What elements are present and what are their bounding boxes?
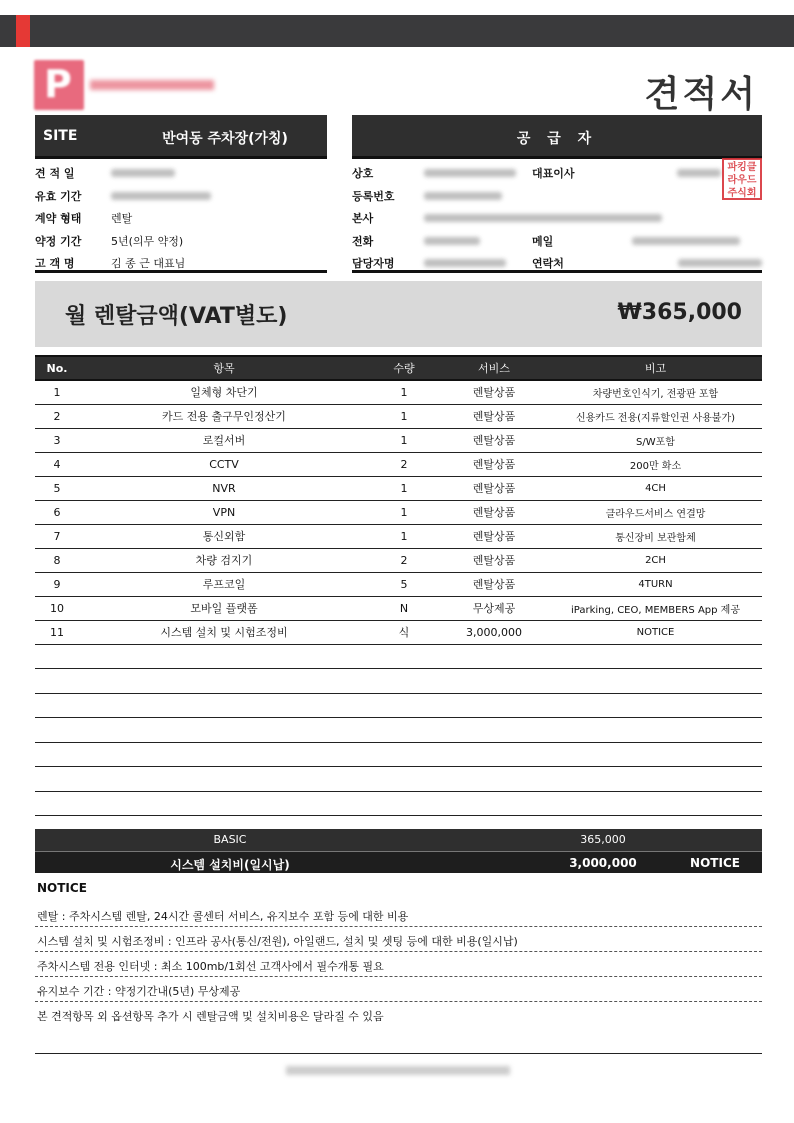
- site-value: 반여동 주차장(가칭): [162, 131, 288, 147]
- supplier-info: [352, 162, 762, 275]
- info-label: 본사: [352, 212, 374, 226]
- cell-note: iParking, CEO, MEMBERS App 제공: [549, 596, 762, 620]
- empty-table-row: [35, 767, 762, 792]
- table-header-row: [35, 356, 762, 380]
- empty-cell: [35, 718, 762, 743]
- cell-no: 10: [35, 596, 79, 620]
- footer-copyright: [286, 1066, 510, 1075]
- cell-qty: 2: [369, 548, 439, 572]
- table-row: [35, 452, 762, 476]
- cell-item: NVR: [79, 476, 369, 500]
- logo-letter: P: [44, 62, 72, 106]
- cell-no: 5: [35, 476, 79, 500]
- cell-no: 4: [35, 452, 79, 476]
- cell-item: 차량 검지기: [79, 548, 369, 572]
- cell-item: 루프코일: [79, 572, 369, 596]
- top-bar-accent: [16, 15, 30, 47]
- notice-list: [35, 902, 762, 1027]
- cell-service: 렌탈상품: [439, 500, 549, 524]
- empty-table-row: [35, 669, 762, 694]
- redacted-value: [111, 169, 175, 177]
- cell-service: 렌탈상품: [439, 452, 549, 476]
- summary-row-install: [35, 851, 762, 873]
- info-label: 상호: [352, 167, 374, 181]
- cell-qty: 식: [369, 620, 439, 644]
- empty-table-row: [35, 791, 762, 816]
- cell-no: 8: [35, 548, 79, 572]
- cell-note: 클라우드서비스 연결망: [549, 500, 762, 524]
- site-header: [35, 115, 327, 159]
- cell-item: 카드 전용 출구무인정산기: [79, 404, 369, 428]
- notice-item: 주차시스템 전용 인터넷 : 최소 100mb/1회선 고객사에서 필수개통 필요: [35, 952, 762, 977]
- cell-service: 렌탈상품: [439, 380, 549, 404]
- cell-note: S/W포함: [549, 428, 762, 452]
- info-label-2: 대표이사: [532, 167, 575, 181]
- cell-item: 모바일 플랫폼: [79, 596, 369, 620]
- table-row: [35, 620, 762, 644]
- info-label: 계약 형태: [35, 212, 82, 226]
- summary-install-label: 시스템 설치비(일시납): [170, 858, 290, 872]
- col-header-note: 비고: [549, 356, 762, 380]
- redacted-value: [677, 169, 721, 177]
- supplier-label: 공 급 자: [516, 131, 598, 147]
- info-row-company: [352, 162, 762, 185]
- empty-table-row: [35, 742, 762, 767]
- summary-basic-amount: 365,000: [580, 833, 626, 846]
- info-row-reg-number: [352, 185, 762, 208]
- info-row-head-office: [352, 207, 762, 230]
- col-header-no: No.: [35, 356, 79, 380]
- company-logo: [34, 60, 214, 110]
- cell-service: 렌탈상품: [439, 404, 549, 428]
- supplier-header: [352, 115, 762, 159]
- cell-qty: 1: [369, 524, 439, 548]
- cell-no: 6: [35, 500, 79, 524]
- company-seal-stamp: 파킹클 라우드 주식회: [722, 158, 762, 200]
- redacted-value: [111, 192, 211, 200]
- cell-item: 로컬서버: [79, 428, 369, 452]
- col-header-service: 서비스: [439, 356, 549, 380]
- document-title: 견적서: [644, 74, 758, 115]
- cell-note: 신용카드 전용(지류할인권 사용불가): [549, 404, 762, 428]
- summary-install-amount: 3,000,000: [569, 856, 637, 870]
- info-label-2: 메일: [532, 234, 554, 248]
- info-row-contract-type: [35, 207, 327, 230]
- notice-item: 본 견적항목 외 옵션항목 추가 시 렌탈금액 및 설치비용은 달라질 수 있음: [37, 1010, 384, 1023]
- cell-note: 200만 화소: [549, 452, 762, 476]
- redacted-value: [424, 214, 662, 222]
- redacted-value: [424, 259, 506, 267]
- cell-no: 7: [35, 524, 79, 548]
- empty-table-row: [35, 718, 762, 743]
- empty-table-row: [35, 693, 762, 718]
- empty-cell: [35, 693, 762, 718]
- table-row: [35, 380, 762, 404]
- site-label: SITE: [43, 128, 78, 144]
- cell-qty: 5: [369, 572, 439, 596]
- top-bar: [0, 15, 794, 47]
- cell-note: 통신장비 보관함체: [549, 524, 762, 548]
- redacted-value: [424, 192, 502, 200]
- monthly-price-label: 월 렌탈금액(VAT별도): [65, 304, 288, 329]
- client-info: [35, 162, 327, 275]
- table-row: [35, 404, 762, 428]
- cell-no: 1: [35, 380, 79, 404]
- cell-service: 무상제공: [439, 596, 549, 620]
- empty-table-row: [35, 644, 762, 669]
- cell-item: VPN: [79, 500, 369, 524]
- cell-qty: 1: [369, 428, 439, 452]
- cell-note: NOTICE: [549, 620, 762, 644]
- empty-cell: [35, 742, 762, 767]
- table-row: [35, 428, 762, 452]
- redacted-value: [678, 259, 762, 267]
- cell-service: 3,000,000: [439, 620, 549, 644]
- redacted-value: [632, 237, 740, 245]
- redacted-value: [424, 237, 480, 245]
- monthly-price-band: [35, 281, 762, 347]
- info-label: 등록번호: [352, 189, 395, 203]
- info-label: 유효 기간: [35, 189, 82, 203]
- table-row: [35, 500, 762, 524]
- empty-cell: [35, 791, 762, 816]
- cell-item: 통신외함: [79, 524, 369, 548]
- info-row-quote-date: [35, 162, 327, 185]
- cell-no: 3: [35, 428, 79, 452]
- info-label: 담당자명: [352, 257, 395, 271]
- cell-no: 2: [35, 404, 79, 428]
- monthly-price-amount: ₩365,000: [617, 300, 742, 325]
- summary-install-note: NOTICE: [690, 856, 740, 870]
- notice-item: 시스템 설치 및 시험조정비 : 인프라 공사(통신/전원), 아일랜드, 설치 및 셋팅 등에 대한 비용(일시납): [35, 927, 762, 952]
- info-value: 5년(의무 약정): [111, 234, 184, 248]
- cell-item: 시스템 설치 및 시험조정비: [79, 620, 369, 644]
- info-label: 고 객 명: [35, 257, 75, 271]
- col-header-item: 항목: [79, 356, 369, 380]
- cell-item: CCTV: [79, 452, 369, 476]
- info-row-contract-period: [35, 230, 327, 253]
- logo-wordmark: [90, 80, 214, 90]
- summary-table: [35, 829, 762, 873]
- cell-qty: 1: [369, 500, 439, 524]
- cell-qty: 2: [369, 452, 439, 476]
- cell-service: 렌탈상품: [439, 572, 549, 596]
- supplier-info-underline: [352, 270, 762, 273]
- empty-cell: [35, 669, 762, 694]
- cell-note: 4CH: [549, 476, 762, 500]
- info-value: 렌탈: [111, 212, 133, 226]
- info-label-2: 연락처: [532, 257, 564, 271]
- cell-no: 11: [35, 620, 79, 644]
- info-row-phone: [352, 230, 762, 253]
- cell-note: 4TURN: [549, 572, 762, 596]
- redacted-value: [424, 169, 516, 177]
- info-label: 견 적 일: [35, 167, 75, 181]
- table-row: [35, 524, 762, 548]
- empty-cell: [35, 767, 762, 792]
- summary-row-basic: [35, 829, 762, 851]
- quote-items-table: [35, 355, 762, 816]
- info-label: 전화: [352, 234, 374, 248]
- summary-basic-label: BASIC: [213, 833, 247, 846]
- logo-mark: [34, 60, 84, 110]
- cell-service: 렌탈상품: [439, 524, 549, 548]
- table-row: [35, 548, 762, 572]
- notice-item: 유지보수 기간 : 약정기간내(5년) 무상제공: [35, 977, 762, 1002]
- cell-service: 렌탈상품: [439, 476, 549, 500]
- notice-end-line: [35, 1053, 762, 1054]
- cell-service: 렌탈상품: [439, 548, 549, 572]
- cell-item: 일체형 차단기: [79, 380, 369, 404]
- cell-qty: 1: [369, 476, 439, 500]
- col-header-qty: 수량: [369, 356, 439, 380]
- table-row: [35, 596, 762, 620]
- empty-cell: [35, 644, 762, 669]
- table-row: [35, 476, 762, 500]
- table-row: [35, 572, 762, 596]
- cell-qty: N: [369, 596, 439, 620]
- info-value: 김 종 근 대표님: [111, 257, 186, 271]
- cell-note: 2CH: [549, 548, 762, 572]
- notice-title: NOTICE: [37, 881, 87, 895]
- cell-no: 9: [35, 572, 79, 596]
- cell-qty: 1: [369, 380, 439, 404]
- cell-qty: 1: [369, 404, 439, 428]
- info-row-valid-period: [35, 185, 327, 208]
- client-info-underline: [35, 270, 327, 273]
- notice-item: 렌탈 : 주차시스템 렌탈, 24시간 콜센터 서비스, 유지보수 포함 등에 대한 비용: [35, 902, 762, 927]
- info-label: 약정 기간: [35, 234, 82, 248]
- cell-note: 차량번호인식기, 전광판 포함: [549, 380, 762, 404]
- cell-service: 렌탈상품: [439, 428, 549, 452]
